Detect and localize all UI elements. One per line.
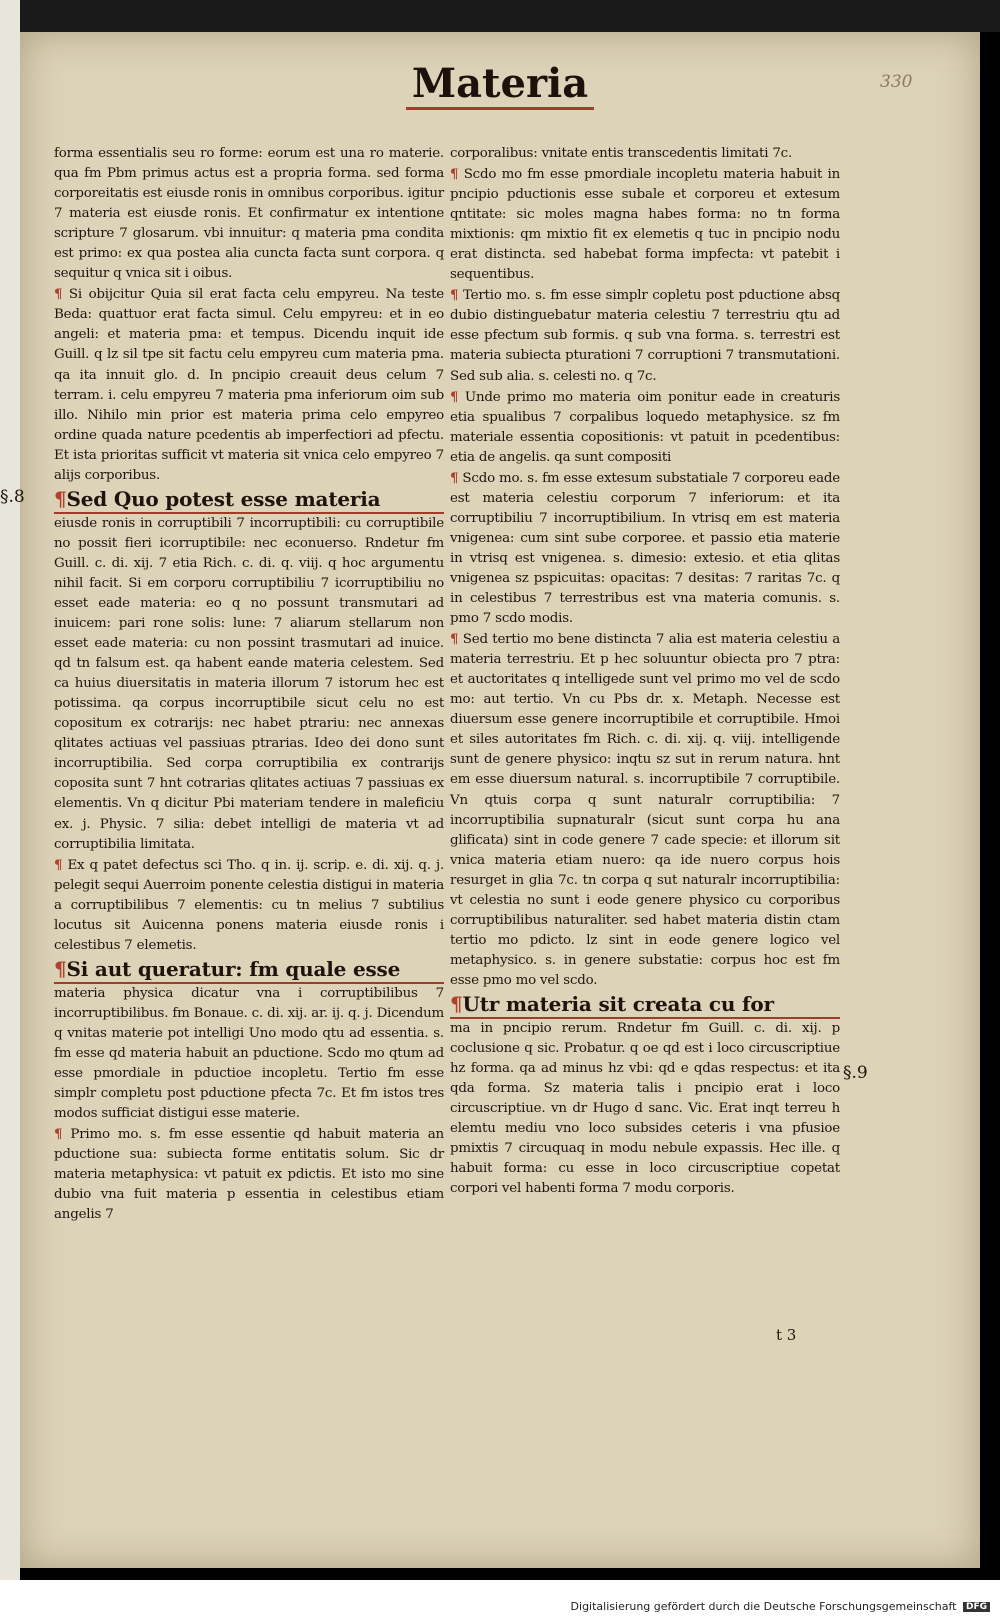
section-heading [54, 486, 444, 514]
paragraph [450, 468, 840, 629]
left-column [54, 144, 444, 1225]
paragraph: ma in pncipio rerum. Rndetur fm Guill. c. di. xij. p coclusione q sic. Probatur. q oe qd est i loco circuscriptiue hz forma. qa ad minus hz vbi: qd e qdas respectus: et ita qda forma. Sz materia talis i pncipio erat i loco circuscriptiue. vn dr Hugo d sanc. Vic. Erat inqt terreu h elemtu mediu vno loco subsides ceteris i vna pfusioe pmixtis 7 circuquaq in modu nebule expassis. Hec ille. q habuit forma: cu esse in loco circuscriptiue copetat corpori vel habenti forma 7 modu corporis. [450, 1020, 840, 1197]
heading-text: Utr materia sit creata cu for [462, 991, 774, 1016]
paragraph [450, 285, 840, 386]
pilcrow-icon: ¶ [54, 956, 67, 981]
pilcrow-icon: ¶ [54, 1126, 63, 1143]
left-border [0, 0, 20, 1580]
paragraph: eiusde ronis in corruptibili 7 incorruptibili: cu corruptibile no possit fieri icorruptibile: nec econuerso. Rndetur fm Guill. c. di. xij. 7 etia Rich. c. di. q. viij. q hoc argumentu nihil facit. Si em corporu corruptibiliu 7 icorruptibiliu no esset eade materia: eo q no possunt transmutari ad inuicem: pari rone solis: lune: 7 aliarum stellarum non esset eade materia: cu non possint trasmutari ad inuice. qd tn falsum est. qa habent eande materia celestem. Sed ca huius diuersitatis in materia illorum 7 istorum hec est potissima. qa corpus incorruptibile sicut celu no est copositum ex cotrarijs: nec habet ptrariu: nec annexas qlitates actiuas vel passiuas ptrarias. Ideo dei dono sunt incorruptibilia. Sed corpa corruptibilia ex contrarijs coposita sunt 7 hnt cotrarias qlitates actiuas 7 passiuas ex elementis. Vn q dicitur Pbi materiam tendere in maleficiu ex. j. Physic. 7 silia: debet intelligi de materia vt ad corruptibilia limitata. [54, 515, 444, 852]
paragraph [54, 855, 444, 956]
pilcrow-icon: ¶ [450, 166, 459, 183]
pilcrow-icon: ¶ [54, 856, 63, 873]
digitization-credit [569, 1599, 992, 1614]
paragraph [450, 629, 840, 991]
pilcrow-icon: ¶ [450, 631, 459, 648]
pilcrow-icon: ¶ [54, 486, 67, 511]
pilcrow-icon: ¶ [54, 286, 63, 303]
catchword: t 3 [776, 1326, 797, 1344]
paragraph: forma essentialis seu ro forme: eorum est una ro materie. qua fm Pbm primus actus est a propria forma. sed forma corporeitatis est eiusde ronis in omnibus corporibus. igitur 7 materia est eiusde ronis. Et confirmatur ex intentione scripture 7 glosarum. vbi innuitur: q materia pma condita est primo: ex qua postea alia cuncta facta sunt corpora. q sequitur q vnica sit i oibus. [54, 146, 444, 282]
page-title: Materia [406, 60, 594, 110]
section-mark-right: §.9 [843, 1063, 868, 1083]
heading-text: Sed Quo potest esse materia [66, 486, 381, 511]
paragraph-text: Ex q patet defectus sci Tho. q in. ij. scrip. e. di. xij. q. j. pelegit sequi Auerroim ponente celestia distigui in materia a corruptibilibus 7 elementis: cu tn melius 7 subtilius locutus sit Auicenna ponens materia eiusde ronis i celestibus 7 elemetis. [54, 857, 444, 953]
dfg-logo-icon: DFG [963, 1602, 990, 1612]
folio-number: 330 [880, 72, 913, 92]
paragraph-text: Scdo mo. s. fm esse extesum substatiale 7 corporeu eade est materia celestiu corporum 7 inferiorum: et ita corruptibiliu 7 incorruptibilium. In vtrisq em est materia vnigenea: cum sint sube corporee. et passio etia materie in vtrisq est vnigenea. s. dimesio: extesio. et etia qlitas vnigenea sz pspicuitas: opacitas: 7 desitas: 7 raritas 7c. q in celestibus 7 terrestribus est vna materia comunis. s. pmo 7 scdo modis. [450, 470, 841, 627]
paragraph [450, 387, 840, 468]
paragraph-text: Unde primo mo materia oim ponitur eade in creaturis etia spualibus 7 corpalibus loquedo metaphysice. sz fm materiale essentia copositionis: vt patuit in pcedentibus: etia de angelis. qa sunt compositi [450, 389, 840, 465]
paragraph [54, 1124, 444, 1225]
section-mark-left: §.8 [0, 487, 25, 507]
top-border [0, 0, 1000, 32]
book-page [20, 32, 980, 1568]
paragraph [450, 164, 840, 285]
pilcrow-icon: ¶ [450, 991, 463, 1016]
paragraph: corporalibus: vnitate entis transcedentis limitati 7c. [450, 146, 793, 161]
section-heading [450, 991, 840, 1019]
pilcrow-icon: ¶ [450, 287, 459, 304]
section-heading [54, 956, 444, 984]
paragraph-text: Primo mo. s. fm esse essentie qd habuit materia an pductione sua: subiecta forme entitatis solum. Sic dr materia metaphysica: vt patuit ex pdictis. Et isto mo sine dubio vna fuit materia p essentia in celestibus etiam angelis 7 [54, 1127, 444, 1223]
pilcrow-icon: ¶ [450, 469, 459, 486]
page-header [20, 60, 980, 107]
pilcrow-icon: ¶ [450, 388, 459, 405]
paragraph: materia physica dicatur vna i corruptibilibus 7 incorruptibilibus. fm Bonaue. c. di. xij. ar. ij. q. j. Dicendum q vnitas materie pot intelligi Uno modo qtu ad essentia. s. fm esse qd materia habuit an pductione. Scdo mo qtum ad esse pmordiale in pductioe incopletu. Tertio fm esse simplr completu post pductione pfecta 7c. Et fm istos tres modos sufficiat distigui esse materie. [54, 985, 444, 1122]
right-column [450, 144, 840, 1199]
paragraph-text: Sed tertio mo bene distincta 7 alia est materia celestiu a materia terrestriu. Et p hec soluuntur obiecta pro 7 ptra: et auctoritates q intelligede sunt vel primo mo vel de scdo mo: aut tertio. Vn cu Pbs dr. x. Metaph. Necesse est diuersum esse genere incorruptibile et corruptibile. Hmoi et siles autoritates fm Rich. c. di. xij. q. viij. intelligende sunt de genere physico: inqtu sz sut in rerum natura. hnt em esse diuersum natural. s. incorruptibile 7 corruptibile. Vn qtuis corpa q sunt naturalr corruptibilia: 7 incorruptibilia supnaturalr (sicut sunt corpa hu ana glificata) sint in code genere 7 cade specie: et illorum sit vnica materia etiam nuero: qa ide nuero corpus hois resurget in glia 7c. tn corpa q sut naturalr incorruptibilia: vt celestia no sunt i eode genere physico cu corporibus corruptibilibus naturaliter. sed habet materia distin ctam tertio mo pdicto. lz sint in eode genere logico vel metaphysico. s. in genere substatie: corpus hoc est fm esse pmo mo vel scdo. [450, 632, 840, 988]
paragraph-text: Scdo mo fm esse pmordiale incopletu materia habuit in pncipio pductionis esse subale et corporeu et extesum qntitate: sic moles magna habes forma: no tn forma mixtionis: qm mixtio fit ex elemetis q tuc in pncipio nodu erat distincta. sed habebat forma impfecta: vt patebit i sequentibus. [450, 167, 840, 283]
paragraph-text: Si obijcitur Quia sil erat facta celu empyreu. Na teste Beda: quattuor erat facta simul. Celu empyreu: et in eo angeli: et materia pma: et tempus. Dicendu inquit ide Guill. q lz sil tpe sit factu celu empyreu cum materia pma. qa ita innuit glo. d. In pncipio creauit deus celum 7 terram. i. celu empyreu 7 materia pma inferiorum oim sub illo. Nihilo min prior est materia prima celo empyreo ordine quada nature pcedentis ab imperfectiori ad pfectu. Et ista prioritas sufficit vt materia sit vnica celo empyreo 7 alijs corporibus. [54, 287, 444, 483]
credit-text: Digitalisierung gefördert durch die Deutsche Forschungsgemeinschaft [570, 1600, 957, 1613]
heading-text: Si aut queratur: fm quale esse [66, 956, 401, 981]
paragraph-text: Tertio mo. s. fm esse simplr copletu post pductione absq dubio distinguebatur materia celestiu 7 terrestriu qtu ad esse pfectum sub formis. q sub vna forma. s. terrestri est materia subiecta pturationi 7 corruptioni 7 transmutationi. Sed sub alia. s. celesti no. q 7c. [450, 288, 840, 384]
paragraph [54, 284, 444, 485]
